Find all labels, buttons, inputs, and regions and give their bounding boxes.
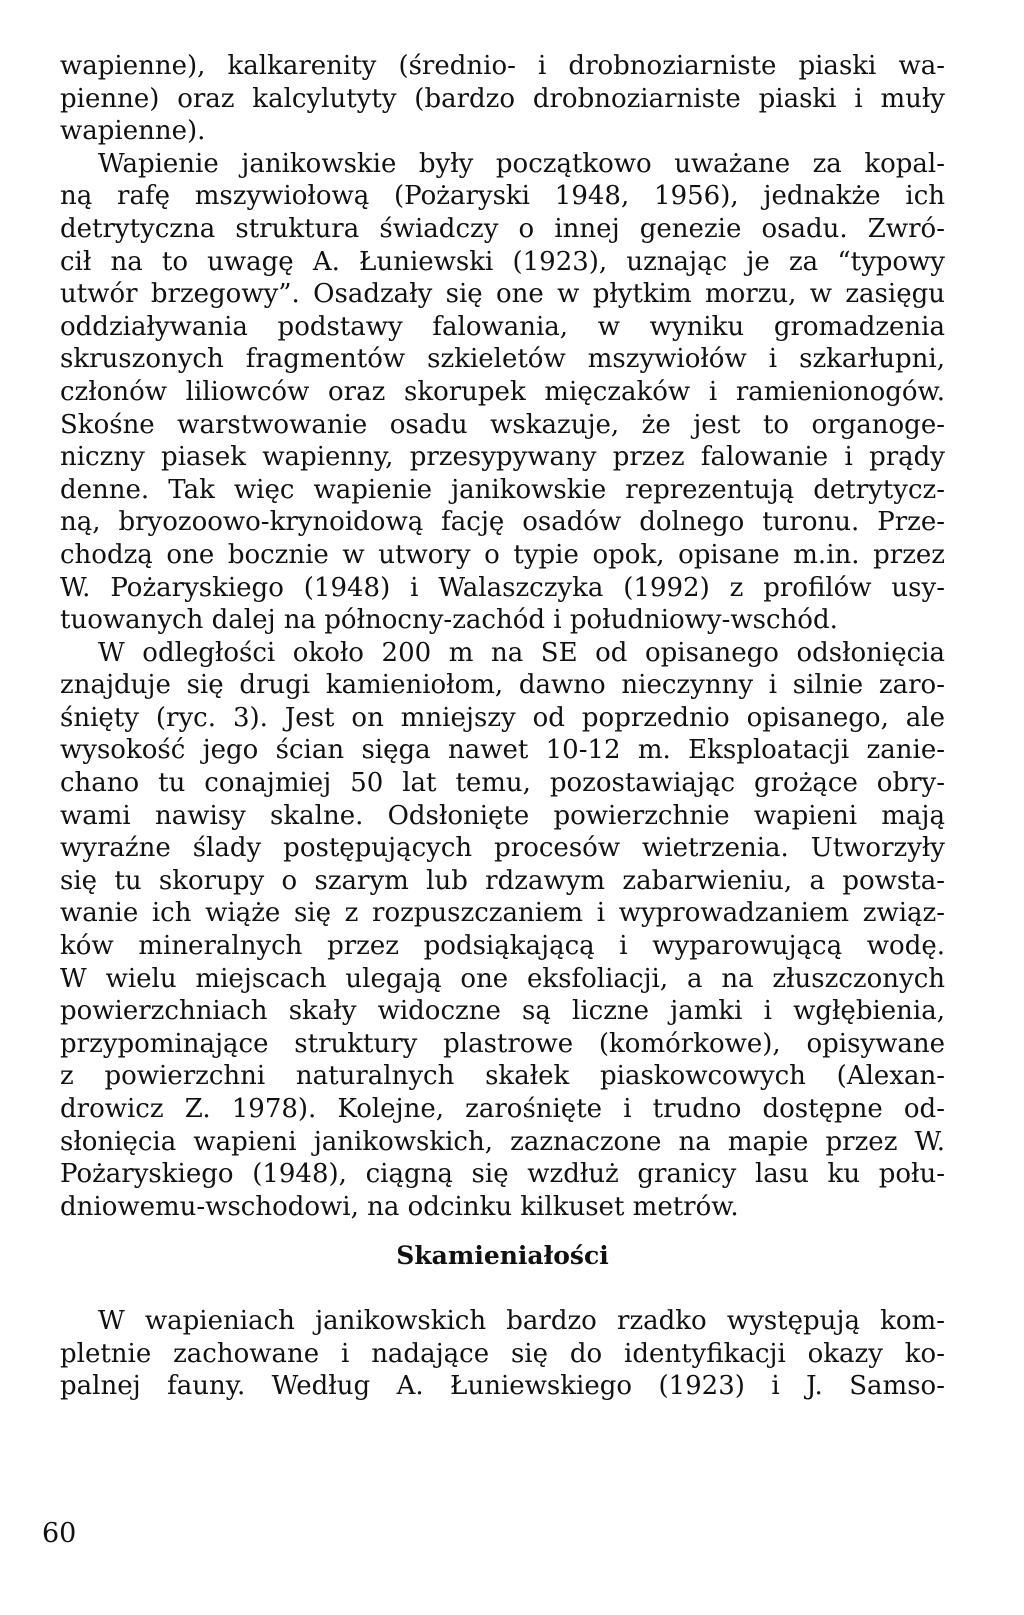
text-line: palnej fauny. Według A. Łuniewskiego (1923) i J. Samso-: [60, 1371, 945, 1402]
text-line: niczny piasek wapienny, przesypywany przez falowanie i prądy: [60, 442, 945, 473]
text-line: powierzchniach skały widoczne są liczne jamki i wgłębienia,: [60, 996, 945, 1027]
text-line: ną, bryozoowo-krynoidową fację osadów dolnego turonu. Prze-: [60, 507, 945, 538]
text-line: utwór brzegowy”. Osadzały się one w płytkim morzu, w zasięgu: [60, 279, 945, 310]
text-line: ków mineralnych przez podsiąkającą i wyparowującą wodę.: [60, 931, 945, 962]
text-line: wapienne).: [60, 116, 206, 147]
text-line: wysokość jego ścian sięga nawet 10-12 m. Eksploatacji zanie-: [60, 735, 945, 766]
body-text: [60, 50, 945, 1223]
text-line: drowicz Z. 1978). Kolejne, zarośnięte i trudno dostępne od-: [60, 1094, 945, 1124]
text-line: Wapienie janikowskie były początkowo uważane za kopal-: [98, 148, 945, 179]
text-line: chodzą one bocznie w utwory o typie opok, opisane m.in. przez: [60, 539, 945, 570]
text-line: członów liliowców oraz skorupek mięczaków i ramienionogów.: [60, 376, 945, 407]
text-line: tuowanych dalej na północny-zachód i południowy-wschód.: [60, 605, 838, 636]
text-line: W. Pożaryskiego (1948) i Walaszczyka (1992) z profilów usy-: [60, 572, 945, 603]
text-line: znajduje się drugi kamieniołom, dawno nieczynny i silnie zaro-: [60, 670, 945, 701]
text-line: Skośne warstwowanie osadu wskazuje, że jest to organoge-: [60, 409, 945, 440]
section-heading: Skamieniałości: [396, 1241, 609, 1270]
text-line: chano tu conajmiej 50 lat temu, pozostawiając grożące obry-: [60, 768, 945, 799]
text-line: W wielu miejscach ulegają one eksfoliacji, a na złuszczonych: [60, 963, 945, 994]
text-line: ną rafę mszywiołową (Pożaryski 1948, 1956), jednakże ich: [60, 181, 945, 212]
text-line: z powierzchni naturalnych skałek piaskowcowych (Alexan-: [60, 1061, 945, 1092]
text-line: wapienne), kalkarenity (średnio- i drobnoziarniste piaski wa-: [60, 51, 945, 81]
text-line: dniowemu-wschodowi, na odcinku kilkuset metrów.: [60, 1191, 739, 1222]
text-line: wami nawisy skalne. Odsłonięte powierzchnie wapieni mają: [60, 800, 945, 831]
text-line: denne. Tak więc wapienie janikowskie reprezentują detrytycz-: [60, 474, 945, 505]
page-number: 60: [42, 1518, 77, 1549]
text-line: W wapieniach janikowskich bardzo rzadko występują kom-: [98, 1306, 945, 1336]
text-line: śnięty (ryc. 3). Jest on mniejszy od poprzednio opisanego, ale: [60, 702, 945, 733]
text-line: wanie ich wiąże się z rozpuszczaniem i wyprowadzaniem związ-: [60, 898, 945, 929]
text-line: przypominające struktury plastrowe (komórkowe), opisywane: [60, 1028, 945, 1059]
text-line: cił na to uwagę A. Łuniewski (1923), uznając je za “typowy: [60, 246, 945, 277]
text-line: pletnie zachowane i nadające się do identyfikacji okazy ko-: [60, 1338, 945, 1369]
text-line: się tu skorupy o szarym lub rdzawym zabarwieniu, a powsta-: [60, 865, 945, 896]
text-line: W odległości około 200 m na SE od opisanego odsłonięcia: [98, 637, 945, 668]
text-line: oddziaływania podstawy falowania, w wyniku gromadzenia: [60, 311, 945, 342]
section-text: [60, 1305, 945, 1403]
text-line: detrytyczna struktura świadczy o innej genezie osadu. Zwró-: [60, 213, 945, 244]
text-line: słonięcia wapieni janikowskich, zaznaczone na mapie przez W.: [60, 1126, 945, 1157]
text-line: Pożaryskiego (1948), ciągną się wzdłuż granicy lasu ku połu-: [60, 1159, 945, 1190]
text-line: wyraźne ślady postępujących procesów wietrzenia. Utworzyły: [60, 833, 945, 864]
text-line: pienne) oraz kalcylutyty (bardzo drobnoziarniste piaski i muły: [60, 83, 945, 114]
text-line: skruszonych fragmentów szkieletów mszywiołów i szkarłupni,: [60, 344, 945, 375]
